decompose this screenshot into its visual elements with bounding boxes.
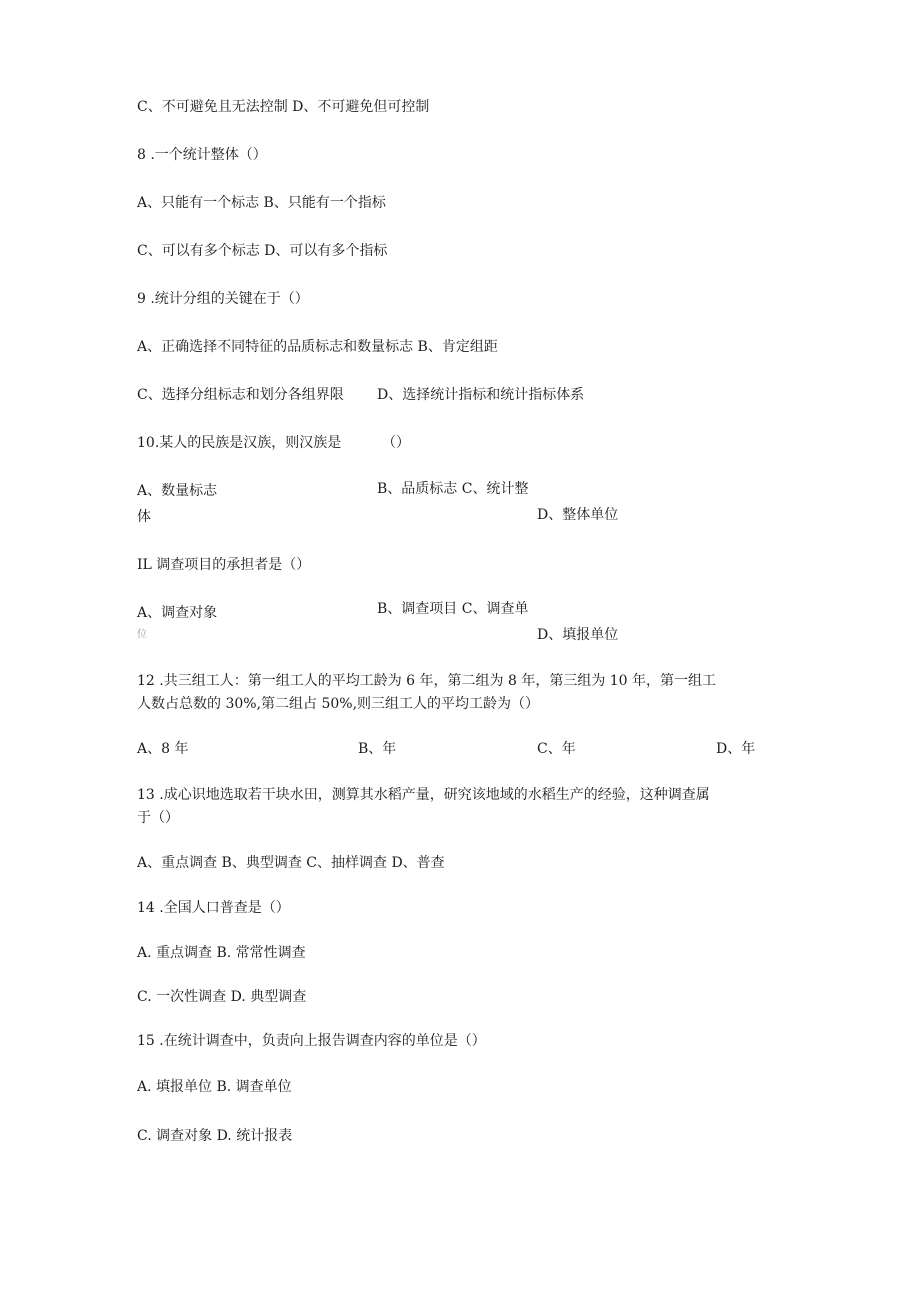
question-13-stem-line-1: 13 .成心识地选取若干块水田，测算其水稻产量，研究该地域的水稻生产的经验，这种调查属 bbox=[137, 787, 710, 803]
question-14-options-ab: A. 重点调查 B. 常常性调查 bbox=[137, 945, 306, 961]
question-9-options-ab: A、正确选择不同特征的品质标志和数量标志 B、肯定组距 bbox=[137, 339, 498, 355]
question-15-stem: 15 .在统计调查中，负责向上报告调查内容的单位是（） bbox=[137, 1033, 486, 1049]
question-12-option-c: C、年 bbox=[537, 741, 576, 757]
question-13-stem-line-2: 于（） bbox=[137, 810, 179, 826]
question-9-stem: 9 .统计分组的关键在于（） bbox=[137, 291, 309, 307]
question-14-stem: 14 .全国人口普查是（） bbox=[137, 900, 290, 916]
question-11-option-d: D、填报单位 bbox=[537, 627, 619, 643]
question-15-options-cd: C. 调查对象 D. 统计报表 bbox=[137, 1128, 293, 1144]
question-11-option-a: A、调查对象 bbox=[137, 605, 218, 621]
question-8-options-cd: C、可以有多个标志 D、可以有多个指标 bbox=[137, 243, 388, 259]
question-7-options-cd: C、不可避免且无法控制 D、不可避免但可控制 bbox=[137, 99, 430, 115]
question-15-options-ab: A. 填报单位 B. 调查单位 bbox=[137, 1079, 292, 1095]
question-11-stem: IL 调查项目的承担者是（） bbox=[137, 557, 311, 573]
question-11-wrap-text: 位 bbox=[137, 629, 147, 640]
question-12-option-a: A、8 年 bbox=[137, 741, 189, 757]
question-9-option-d: D、选择统计指标和统计指标体系 bbox=[377, 387, 585, 403]
question-10-option-bc: B、品质标志 C、统计整 bbox=[377, 481, 529, 497]
question-8-stem: 8 .一个统计整体（） bbox=[137, 147, 267, 163]
question-12-stem-line-1: 12 .共三组工人：第一组工人的平均工龄为 6 年，第二组为 8 年，第三组为 10 年，第一组工 bbox=[137, 673, 717, 689]
question-12-stem-line-2: 人数占总数的 30%,第二组占 50%,则三组工人的平均工龄为（） bbox=[137, 696, 540, 712]
question-9-option-c: C、选择分组标志和划分各组界限 bbox=[137, 387, 344, 403]
question-8-options-ab: A、只能有一个标志 B、只能有一个指标 bbox=[137, 195, 386, 211]
question-10-paren: （） bbox=[382, 435, 410, 451]
question-13-options: A、重点调查 B、典型调查 C、抽样调查 D、普查 bbox=[137, 855, 445, 871]
question-12-option-b: B、年 bbox=[358, 741, 397, 757]
question-12-option-d: D、年 bbox=[716, 741, 756, 757]
question-10-wrap-text: 体 bbox=[137, 509, 151, 525]
question-11-option-bc: B、调查项目 C、调查单 bbox=[377, 601, 529, 617]
question-10-option-d: D、整体单位 bbox=[537, 507, 619, 523]
question-14-options-cd: C. 一次性调查 D. 典型调查 bbox=[137, 989, 307, 1005]
question-10-option-a: A、数量标志 bbox=[137, 483, 218, 499]
question-10-stem: 10.某人的民族是汉族，则汉族是 bbox=[137, 435, 342, 451]
